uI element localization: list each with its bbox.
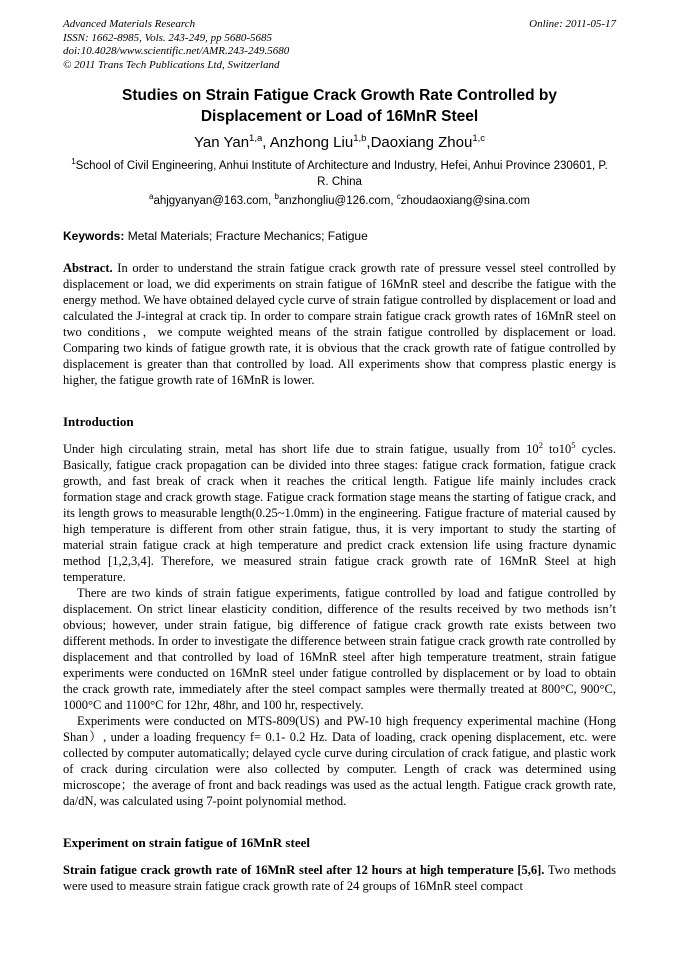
intro-paragraph-3: Experiments were conducted on MTS-809(US) and PW-10 high frequency experimental machine (Hong Shan）, under a loading frequency f= 0.1- 0.2 Hz. Data of loading, crack opening displacement, etc. were collected by computer automatically; delayed cycle curve during circulation of crack fatigue, and plastic work of crack during circulation were also collected by computer. Length of crack was determined using microscope；the average of front and back readings was used as the actual length. Fatigue crack growth rate, da/dN, was calculated using 7-point polynomial method. bbox=[63, 714, 616, 808]
authors-line bbox=[63, 134, 616, 151]
email-sup-b: b bbox=[274, 192, 279, 202]
email-sup-a: a bbox=[148, 192, 154, 202]
author-affiliation-sup-3: 1,c bbox=[472, 133, 485, 144]
emails-line bbox=[63, 193, 616, 209]
issn-line: ISSN: 1662-8985, Vols. 243-249, pp 5680-5685 bbox=[63, 31, 272, 44]
abstract-label: Abstract. bbox=[63, 261, 113, 275]
keywords-label: Keywords: bbox=[63, 229, 125, 243]
keywords-line bbox=[63, 229, 616, 244]
journal-info-block bbox=[63, 18, 289, 72]
author-affiliation-sup-2: 1,b bbox=[353, 133, 367, 144]
section-heading-experiment: Experiment on strain fatigue of 16MnR steel bbox=[63, 835, 310, 850]
doi-line: doi:10.4028/www.scientific.net/AMR.243-249.5680 bbox=[63, 45, 290, 57]
experiment-lead-bold: Strain fatigue crack growth rate of 16MnR steel after 12 hours at high temperature [5,6]. bbox=[63, 863, 545, 877]
intro-paragraph-2: There are two kinds of strain fatigue experiments, fatigue controlled by load and fatigue controlled by displacement. On strict linear elasticity condition, difference of the results received by two methods isn’t obvious; however, under strain fatigue, big difference of fatigue crack growth rate exists between two different methods. In order to investigate the difference between strain fatigue crack growth rate controlled by displacement and that controlled by load of 16MnR steel after high temperature treatment, strain fatigue experiments were conducted on 16MnR steel under fatigue controlled by displacement or by load to obtain the crack growth rate, immediately after the steel compact samples were thermally treated at 800°C, 900°C, 1000°C and 1100°C for 12hr, 48hr, and 100 hr, respectively. bbox=[63, 586, 616, 712]
experiment-paragraph bbox=[63, 862, 616, 894]
email-address-c: zhoudaoxiang@sina.com bbox=[400, 195, 531, 207]
email-separator-2: , bbox=[390, 195, 397, 207]
email-sup-c: c bbox=[396, 192, 401, 202]
email-address-a: ahjgyanyan@163.com bbox=[153, 195, 269, 207]
email-separator-1: , bbox=[268, 195, 275, 207]
affiliation-text: School of Civil Engineering, Anhui Institute of Architecture and Industry, Hefei, Anhui Province 230601, P. R. China bbox=[75, 160, 608, 188]
experiment-lead-rest: Two methods were used to measure strain fatigue crack growth rate of 24 groups of 16MnR steel compact bbox=[63, 863, 616, 893]
copyright-line: © 2011 Trans Tech Publications Ltd, Switzerland bbox=[63, 58, 280, 71]
author-name-3: Daoxiang Zhou bbox=[370, 134, 473, 151]
author-name-2: Anzhong Liu bbox=[269, 134, 354, 151]
affiliation-sup: 1 bbox=[71, 157, 76, 167]
journal-header bbox=[63, 18, 616, 72]
intro-p1-text-b: to10 bbox=[542, 442, 572, 456]
author-separator-2: , bbox=[366, 134, 371, 151]
keywords-text: Metal Materials; Fracture Mechanics; Fatigue bbox=[124, 229, 368, 243]
exponent-sup: 2 bbox=[538, 439, 543, 450]
author-name-1: Yan Yan bbox=[193, 134, 250, 151]
intro-paragraph-1 bbox=[63, 441, 616, 585]
author-separator-1: , bbox=[262, 134, 270, 151]
intro-p1-text-c: cycles. Basically, fatigue crack propagation can be divided into three stages: fatigue crack formation, fatigue crack growth, and fast break of crack when it reaches the critical length. Fatigue life mainly includes crack formation stage and crack growth stage. Fatigue crack formation stage means the starting of fatigue crack, and its length grows to measurable length(0.25~1.0mm) in the engineering. Fatigue fracture of material caused by high temperature is different from other strain fatigue, thus, it is very important to study the starting of material strain fatigue crack at high temperature and predict crack extension life using fracture dynamic method [1,2,3,4]. Therefore, we measured strain fatigue crack growth rate of 16MnR Steel at high temperature. bbox=[63, 442, 616, 584]
intro-p1-text-a: Under high circulating strain, metal has short life due to strain fatigue, usually from 10 bbox=[63, 442, 539, 456]
author-affiliation-sup-1: 1,a bbox=[249, 133, 263, 144]
abstract-paragraph bbox=[63, 260, 616, 388]
paper-title: Studies on Strain Fatigue Crack Growth Rate Controlled by Displacement or Load of 16MnR Steel bbox=[122, 87, 557, 125]
exponent-sup: 5 bbox=[571, 439, 576, 450]
abstract-text: In order to understand the strain fatigue crack growth rate of pressure vessel steel controlled by displacement or load, we did experiments on strain fatigue of 16MnR steel and describe the fatigue with the energy method. We have obtained delayed cycle curve of strain fatigue controlled by displacement or load and calculated the J-integral at crack tip. In order to compare strain fatigue crack growth rates of 16MnR steel on two conditions，we compute weighted means of the strain fatigue controlled by displacement or load. Comparing two kinds of fatigue growth rate, it is obvious that the crack growth rate of fatigue controlled by displacement is greater than that controlled by load. All experiments show that compress plastic energy is higher, the fatigue growth rate of 16MnR is lower. bbox=[63, 261, 616, 387]
online-date: Online: 2011-05-17 bbox=[529, 18, 616, 30]
email-address-b: anzhongliu@126.com bbox=[278, 195, 391, 207]
affiliation-line bbox=[70, 158, 610, 190]
journal-name: Advanced Materials Research bbox=[63, 18, 196, 30]
section-heading-introduction: Introduction bbox=[63, 414, 134, 429]
